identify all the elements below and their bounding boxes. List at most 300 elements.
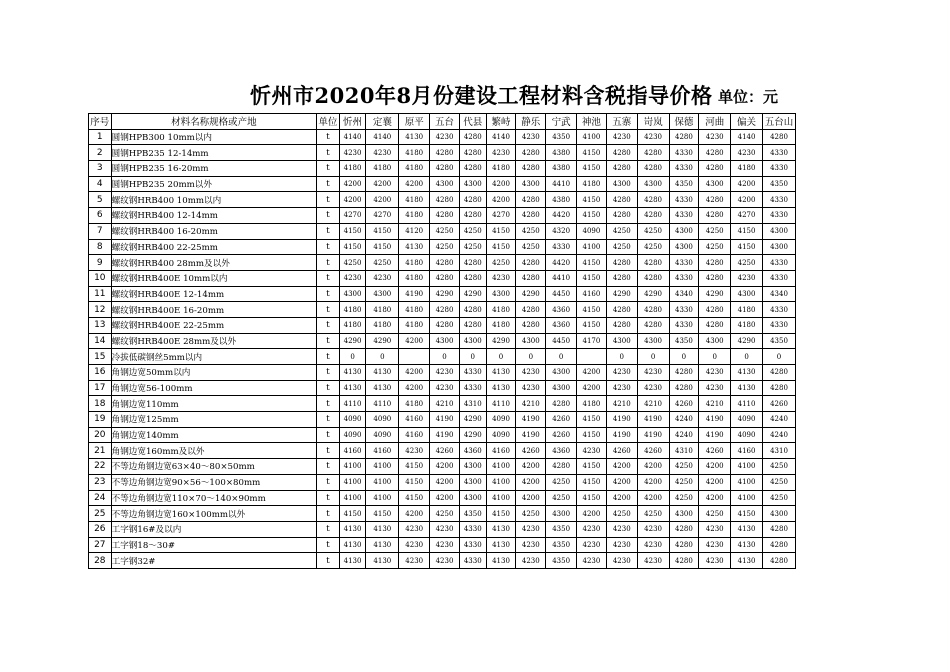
material-name-cell: 圆钢HPB300 10mm以内 [111, 129, 317, 145]
material-name-cell: 圆钢HPB235 12-14mm [111, 145, 317, 161]
price-cell: 4200 [399, 506, 430, 522]
price-cell: 4200 [637, 459, 669, 475]
price-cell: 4290 [606, 286, 637, 302]
price-cell: 4250 [516, 506, 546, 522]
price-cell: 4180 [731, 161, 763, 177]
material-name-cell: 螺纹钢HRB400 10mm以内 [111, 192, 317, 208]
price-cell: 4150 [731, 506, 763, 522]
price-cell: 4230 [699, 553, 731, 569]
price-cell: 4090 [486, 412, 516, 428]
price-cell: 4280 [637, 270, 669, 286]
price-cell: 4230 [577, 521, 607, 537]
price-cell: 4230 [516, 537, 546, 553]
price-cell: 4130 [731, 365, 763, 381]
price-cell: 4330 [762, 145, 795, 161]
price-cell: 4250 [459, 239, 486, 255]
price-cell: 4180 [399, 161, 430, 177]
price-cell: 0 [762, 349, 795, 365]
row-number-cell: 6 [89, 208, 112, 224]
material-name-cell: 螺纹钢HRB400 22-25mm [111, 239, 317, 255]
price-cell: 4280 [516, 270, 546, 286]
price-cell: 4280 [637, 255, 669, 271]
price-cell: 4280 [606, 302, 637, 318]
price-cell: 4230 [606, 537, 637, 553]
price-cell: 4230 [699, 380, 731, 396]
table-row [89, 223, 796, 239]
row-number-cell: 23 [89, 474, 112, 490]
price-cell: 4230 [699, 365, 731, 381]
price-cell: 4090 [731, 427, 763, 443]
price-cell: 4200 [577, 380, 607, 396]
price-cell: 4300 [459, 459, 486, 475]
price-cell: 4330 [459, 537, 486, 553]
price-cell: 4180 [399, 302, 430, 318]
price-cell: 4130 [486, 380, 516, 396]
price-cell: 4180 [399, 270, 430, 286]
material-name-cell: 不等边角钢边宽63×40～80×50mm [111, 459, 317, 475]
price-cell: 4230 [339, 270, 366, 286]
price-cell: 4230 [699, 521, 731, 537]
row-number-cell: 19 [89, 412, 112, 428]
price-cell: 4150 [399, 459, 430, 475]
price-cell: 4290 [699, 286, 731, 302]
price-cell: 4100 [731, 490, 763, 506]
price-cell: 4280 [669, 553, 699, 569]
price-cell: 4380 [546, 192, 577, 208]
price-cell: 4450 [546, 286, 577, 302]
unit-cell: t [317, 459, 340, 475]
price-cell: 4280 [430, 192, 460, 208]
price-cell: 4280 [459, 255, 486, 271]
price-cell: 4180 [486, 302, 516, 318]
price-cell: 4260 [430, 443, 460, 459]
table-row [89, 490, 796, 506]
price-cell: 4330 [669, 270, 699, 286]
price-cell: 4100 [366, 490, 399, 506]
price-cell: 4180 [366, 161, 399, 177]
price-cell: 4210 [637, 396, 669, 412]
price-cell: 4150 [577, 145, 607, 161]
price-cell: 4250 [762, 474, 795, 490]
price-cell: 4280 [762, 553, 795, 569]
price-cell: 4200 [486, 192, 516, 208]
price-cell: 4300 [606, 333, 637, 349]
material-name-cell: 不等边角钢边宽160×100mm以外 [111, 506, 317, 522]
price-cell: 4280 [516, 255, 546, 271]
row-number-cell: 9 [89, 255, 112, 271]
price-cell: 4250 [637, 223, 669, 239]
material-name-cell: 工字钢32# [111, 553, 317, 569]
price-cell: 4180 [366, 302, 399, 318]
price-cell: 4230 [637, 521, 669, 537]
price-cell: 4280 [459, 161, 486, 177]
price-cell: 4280 [762, 365, 795, 381]
price-cell: 4290 [516, 286, 546, 302]
price-cell: 4180 [399, 145, 430, 161]
price-cell: 4280 [606, 255, 637, 271]
price-cell: 4280 [606, 145, 637, 161]
price-cell: 4250 [430, 506, 460, 522]
price-cell: 4250 [606, 223, 637, 239]
price-cell: 4360 [546, 302, 577, 318]
price-cell: 4180 [399, 255, 430, 271]
price-cell: 4110 [486, 396, 516, 412]
price-cell: 4360 [546, 443, 577, 459]
price-cell: 4250 [459, 223, 486, 239]
price-cell: 4280 [516, 208, 546, 224]
price-cell: 4150 [486, 223, 516, 239]
price-cell: 4230 [399, 537, 430, 553]
price-cell: 4230 [577, 443, 607, 459]
price-cell: 4150 [399, 474, 430, 490]
column-header: 偏关 [731, 114, 763, 130]
price-cell: 4330 [669, 161, 699, 177]
row-number-cell: 17 [89, 380, 112, 396]
price-cell: 4230 [516, 553, 546, 569]
price-cell: 4200 [731, 192, 763, 208]
price-cell: 4300 [459, 474, 486, 490]
price-cell: 4300 [699, 333, 731, 349]
price-cell: 4420 [546, 255, 577, 271]
unit-cell: t [317, 255, 340, 271]
price-cell: 4160 [366, 443, 399, 459]
table-row [89, 427, 796, 443]
price-cell: 4090 [366, 427, 399, 443]
price-cell: 4330 [459, 365, 486, 381]
row-number-cell: 14 [89, 333, 112, 349]
price-cell: 4280 [669, 380, 699, 396]
material-name-cell: 圆钢HPB235 16-20mm [111, 161, 317, 177]
table-row [89, 443, 796, 459]
price-cell: 4300 [366, 286, 399, 302]
price-cell: 4280 [430, 317, 460, 333]
price-cell: 4190 [430, 412, 460, 428]
price-cell: 4200 [731, 176, 763, 192]
column-header: 河曲 [699, 114, 731, 130]
material-name-cell: 角钢边宽125mm [111, 412, 317, 428]
price-cell: 4330 [669, 192, 699, 208]
price-cell: 4280 [669, 129, 699, 145]
price-cell: 4100 [486, 474, 516, 490]
price-cell: 4100 [486, 490, 516, 506]
price-cell: 4350 [546, 521, 577, 537]
price-cell: 4290 [459, 427, 486, 443]
price-cell: 4160 [339, 443, 366, 459]
price-cell: 4280 [516, 302, 546, 318]
price-cell: 4230 [731, 145, 763, 161]
price-cell: 4350 [546, 553, 577, 569]
price-cell: 4280 [459, 145, 486, 161]
price-cell: 4150 [577, 161, 607, 177]
price-cell: 4280 [459, 192, 486, 208]
price-cell: 4230 [606, 365, 637, 381]
price-cell: 4180 [339, 161, 366, 177]
price-cell: 4330 [762, 192, 795, 208]
price-cell [399, 349, 430, 365]
price-cell: 4200 [699, 474, 731, 490]
price-cell: 4280 [762, 537, 795, 553]
row-number-cell: 1 [89, 129, 112, 145]
price-cell: 4330 [669, 255, 699, 271]
table-row [89, 333, 796, 349]
price-cell: 4150 [577, 317, 607, 333]
price-cell: 4250 [731, 255, 763, 271]
header-row [89, 114, 796, 130]
price-cell: 4250 [762, 490, 795, 506]
price-cell: 4190 [699, 427, 731, 443]
price-cell: 4280 [606, 208, 637, 224]
price-cell: 4150 [577, 192, 607, 208]
price-cell: 4100 [731, 474, 763, 490]
row-number-cell: 25 [89, 506, 112, 522]
price-cell: 4230 [516, 129, 546, 145]
price-cell: 4280 [762, 521, 795, 537]
price-cell: 4200 [399, 365, 430, 381]
price-cell: 4200 [637, 474, 669, 490]
column-header: 代县 [459, 114, 486, 130]
price-cell: 4280 [762, 380, 795, 396]
column-header: 序号 [89, 114, 112, 130]
price-cell: 4130 [339, 537, 366, 553]
price-cell: 4250 [669, 459, 699, 475]
price-cell: 4250 [637, 239, 669, 255]
price-cell: 4350 [762, 333, 795, 349]
price-cell: 4230 [430, 553, 460, 569]
price-cell: 4300 [699, 176, 731, 192]
price-cell: 4190 [399, 286, 430, 302]
price-cell: 4290 [731, 333, 763, 349]
price-cell: 4380 [546, 145, 577, 161]
row-number-cell: 7 [89, 223, 112, 239]
price-cell: 4090 [731, 412, 763, 428]
unit-cell: t [317, 161, 340, 177]
price-cell: 4150 [339, 506, 366, 522]
price-cell: 4280 [430, 255, 460, 271]
price-cell: 4280 [699, 317, 731, 333]
unit-cell: t [317, 490, 340, 506]
table-row [89, 192, 796, 208]
price-cell: 4230 [339, 145, 366, 161]
price-cell: 4130 [366, 380, 399, 396]
price-cell: 4150 [577, 459, 607, 475]
price-cell: 0 [606, 349, 637, 365]
table-body [89, 129, 796, 568]
price-cell: 0 [339, 349, 366, 365]
price-cell: 4250 [546, 474, 577, 490]
price-cell: 4280 [606, 161, 637, 177]
price-cell: 4180 [486, 317, 516, 333]
price-cell: 4280 [459, 129, 486, 145]
price-cell: 4350 [546, 537, 577, 553]
price-cell: 4230 [366, 270, 399, 286]
price-cell: 4150 [577, 270, 607, 286]
price-cell: 4130 [486, 537, 516, 553]
price-cell: 4250 [430, 223, 460, 239]
price-cell: 4090 [339, 427, 366, 443]
price-cell: 4330 [762, 208, 795, 224]
price-cell: 4280 [762, 129, 795, 145]
price-cell: 4300 [762, 223, 795, 239]
price-cell: 4130 [366, 521, 399, 537]
price-cell: 4280 [606, 317, 637, 333]
price-cell: 4180 [339, 317, 366, 333]
price-cell: 0 [366, 349, 399, 365]
price-cell: 4290 [486, 333, 516, 349]
price-cell: 4360 [546, 317, 577, 333]
material-name-cell: 圆钢HPB235 20mm以外 [111, 176, 317, 192]
table-row [89, 349, 796, 365]
price-cell: 4300 [546, 506, 577, 522]
price-cell: 4280 [637, 192, 669, 208]
price-cell: 4210 [516, 396, 546, 412]
price-cell: 4230 [731, 270, 763, 286]
unit-cell: t [317, 286, 340, 302]
price-cell: 4280 [669, 537, 699, 553]
price-cell: 4230 [637, 553, 669, 569]
price-cell: 4140 [366, 129, 399, 145]
price-cell: 4330 [669, 317, 699, 333]
unit-cell: t [317, 176, 340, 192]
price-cell: 4230 [637, 537, 669, 553]
price-cell: 4130 [731, 553, 763, 569]
price-cell: 4230 [516, 380, 546, 396]
price-cell: 4130 [339, 553, 366, 569]
price-cell: 4230 [430, 129, 460, 145]
sheet-title: 忻州市2020年8月份建设工程材料含税指导价格 [250, 83, 713, 108]
material-name-cell: 螺纹钢HRB400 12-14mm [111, 208, 317, 224]
price-cell: 4290 [430, 286, 460, 302]
price-cell: 4250 [516, 223, 546, 239]
price-cell: 4130 [731, 521, 763, 537]
price-cell: 4150 [366, 223, 399, 239]
price-cell: 4180 [339, 302, 366, 318]
price-cell: 4180 [577, 176, 607, 192]
price-cell: 4150 [486, 239, 516, 255]
price-cell: 4280 [516, 317, 546, 333]
price-cell: 4250 [366, 255, 399, 271]
unit-cell: t [317, 412, 340, 428]
price-cell: 4330 [669, 302, 699, 318]
column-header: 忻州 [339, 114, 366, 130]
row-number-cell: 10 [89, 270, 112, 286]
price-cell: 4160 [399, 427, 430, 443]
table-row [89, 506, 796, 522]
price-cell: 4180 [399, 208, 430, 224]
price-cell: 4300 [516, 333, 546, 349]
price-cell: 4140 [339, 129, 366, 145]
row-number-cell: 12 [89, 302, 112, 318]
price-cell: 4330 [762, 270, 795, 286]
price-cell: 4160 [486, 443, 516, 459]
price-cell: 4300 [486, 286, 516, 302]
price-cell: 4260 [669, 396, 699, 412]
price-cell: 4100 [339, 459, 366, 475]
price-cell: 4140 [486, 129, 516, 145]
price-cell: 4200 [699, 490, 731, 506]
price-cell: 4170 [577, 333, 607, 349]
price-cell: 4180 [366, 317, 399, 333]
price-cell: 4230 [516, 521, 546, 537]
price-cell: 4300 [546, 380, 577, 396]
price-cell: 0 [637, 349, 669, 365]
price-cell: 4130 [366, 537, 399, 553]
price-cell: 4310 [762, 443, 795, 459]
price-cell: 4190 [637, 412, 669, 428]
material-name-cell: 螺纹钢HRB400E 12-14mm [111, 286, 317, 302]
price-cell: 4280 [699, 145, 731, 161]
price-cell: 4290 [637, 286, 669, 302]
price-cell: 4130 [486, 553, 516, 569]
row-number-cell: 22 [89, 459, 112, 475]
price-cell: 4230 [516, 365, 546, 381]
row-number-cell: 8 [89, 239, 112, 255]
price-cell: 4280 [637, 302, 669, 318]
price-cell: 4230 [699, 537, 731, 553]
material-name-cell: 螺纹钢HRB400E 10mm以内 [111, 270, 317, 286]
price-cell: 4250 [516, 239, 546, 255]
price-cell: 4250 [637, 506, 669, 522]
price-cell: 4200 [577, 506, 607, 522]
material-name-cell: 工字钢16#及以内 [111, 521, 317, 537]
price-cell: 4210 [430, 396, 460, 412]
price-cell: 4250 [606, 506, 637, 522]
material-name-cell: 螺纹钢HRB400E 28mm及以外 [111, 333, 317, 349]
price-cell: 4280 [516, 145, 546, 161]
price-cell: 4410 [546, 270, 577, 286]
price-cell: 4150 [399, 490, 430, 506]
unit-cell: t [317, 506, 340, 522]
price-cell: 4200 [339, 176, 366, 192]
price-cell: 4260 [546, 427, 577, 443]
price-cell: 4100 [731, 459, 763, 475]
price-cell: 4300 [546, 365, 577, 381]
price-cell: 4240 [762, 427, 795, 443]
price-cell: 4090 [577, 223, 607, 239]
price-cell: 4150 [366, 506, 399, 522]
price-cell: 0 [430, 349, 460, 365]
table-row [89, 161, 796, 177]
price-cell: 4350 [669, 176, 699, 192]
price-cell: 4280 [699, 302, 731, 318]
row-number-cell: 16 [89, 365, 112, 381]
unit-label: 单位：元 [718, 88, 779, 106]
row-number-cell: 13 [89, 317, 112, 333]
unit-cell: t [317, 380, 340, 396]
price-cell: 4250 [699, 239, 731, 255]
column-header: 静乐 [516, 114, 546, 130]
column-header: 保德 [669, 114, 699, 130]
title-row [0, 80, 950, 112]
price-cell [577, 349, 607, 365]
price-cell: 4230 [366, 145, 399, 161]
table-row [89, 365, 796, 381]
price-cell: 4150 [577, 490, 607, 506]
price-cell: 4200 [366, 176, 399, 192]
price-cell: 0 [516, 349, 546, 365]
price-cell: 4270 [366, 208, 399, 224]
price-cell: 4130 [339, 365, 366, 381]
price-cell: 4200 [699, 459, 731, 475]
unit-cell: t [317, 553, 340, 569]
price-cell: 4160 [399, 412, 430, 428]
price-cell: 4150 [577, 302, 607, 318]
price-cell: 4280 [669, 365, 699, 381]
price-cell: 4150 [577, 255, 607, 271]
price-cell: 4130 [399, 239, 430, 255]
price-cell: 4300 [459, 333, 486, 349]
price-cell: 4250 [699, 506, 731, 522]
price-cell: 4250 [486, 255, 516, 271]
